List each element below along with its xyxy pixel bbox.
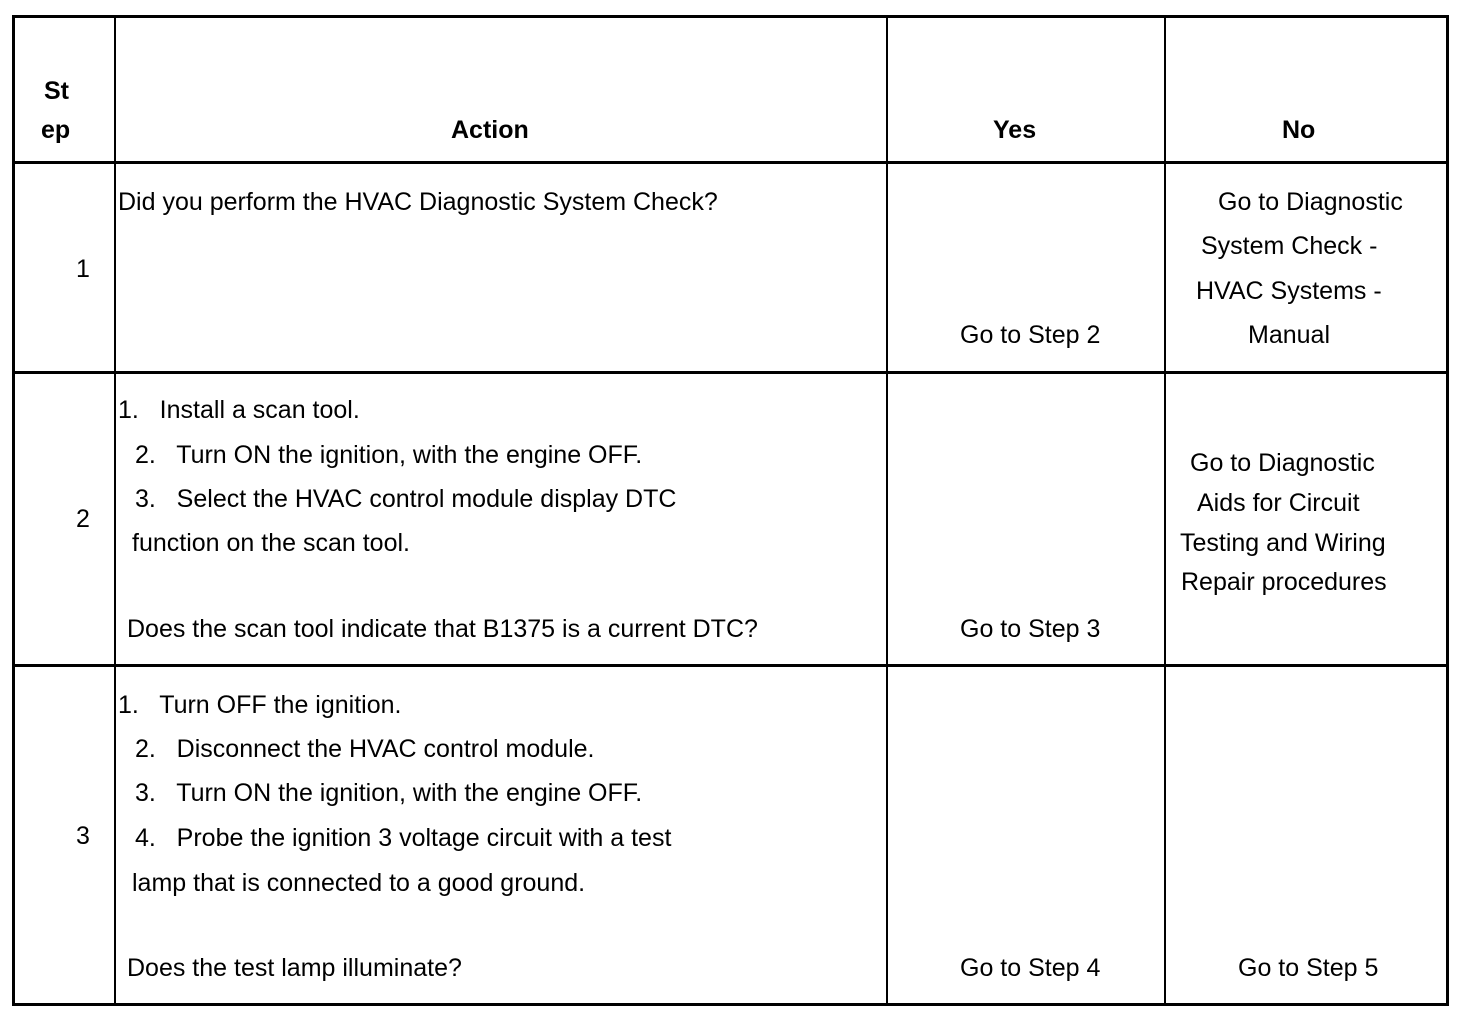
row-1-action-question: Did you perform the HVAC Diagnostic System Check? [118, 188, 718, 216]
row-3-yes-result: Go to Step 4 [960, 954, 1101, 982]
row-2-action-question: Does the scan tool indicate that B1375 is a current DTC? [127, 615, 758, 643]
row-1-yes-result: Go to Step 2 [960, 321, 1101, 349]
row-2-action-item-4: function on the scan tool. [132, 529, 410, 557]
row-2-no-line-3: Testing and Wiring [1180, 529, 1386, 557]
header-no: No [1282, 116, 1316, 144]
row-3-action-item-5: lamp that is connected to a good ground. [132, 869, 586, 897]
row-1-no-line-4: Manual [1248, 321, 1330, 349]
row-2-action-item-3: 3. Select the HVAC control module display DTC [135, 485, 677, 513]
row-1-no-line-1: Go to Diagnostic [1218, 188, 1403, 216]
row-3-action-item-4: 4. Probe the ignition 3 voltage circuit with a test [135, 824, 672, 852]
row-3-action-item-3: 3. Turn ON the ignition, with the engine OFF. [135, 779, 643, 807]
row-3-action-question: Does the test lamp illuminate? [127, 954, 462, 982]
header-step-line2: ep [41, 116, 71, 144]
row-3-action-item-1: 1. Turn OFF the ignition. [118, 691, 402, 719]
row-3-step-number: 3 [76, 822, 90, 850]
header-action: Action [451, 116, 529, 144]
row-1-no-line-3: HVAC Systems - [1196, 277, 1382, 305]
row-2-yes-result: Go to Step 3 [960, 615, 1101, 643]
header-step-line1: St [44, 77, 69, 105]
header-yes: Yes [993, 116, 1037, 144]
table-border-top [12, 15, 1449, 18]
row-2-action-item-1: 1. Install a scan tool. [118, 396, 360, 424]
row-3-no-result: Go to Step 5 [1238, 954, 1379, 982]
row-2-action-item-2: 2. Turn ON the ignition, with the engine OFF. [135, 441, 643, 469]
row-divider-2-3 [12, 664, 1449, 667]
row-3-action-item-2: 2. Disconnect the HVAC control module. [135, 735, 595, 763]
row-divider-1-2 [12, 371, 1449, 374]
row-1-no-line-2: System Check - [1201, 232, 1378, 260]
row-2-no-line-1: Go to Diagnostic [1190, 449, 1375, 477]
row-1-step-number: 1 [76, 255, 90, 283]
row-2-no-line-2: Aids for Circuit [1197, 489, 1360, 517]
row-divider-header [12, 161, 1449, 164]
table-border-bottom [12, 1003, 1449, 1006]
row-2-step-number: 2 [76, 505, 90, 533]
row-2-no-line-4: Repair procedures [1181, 568, 1387, 596]
